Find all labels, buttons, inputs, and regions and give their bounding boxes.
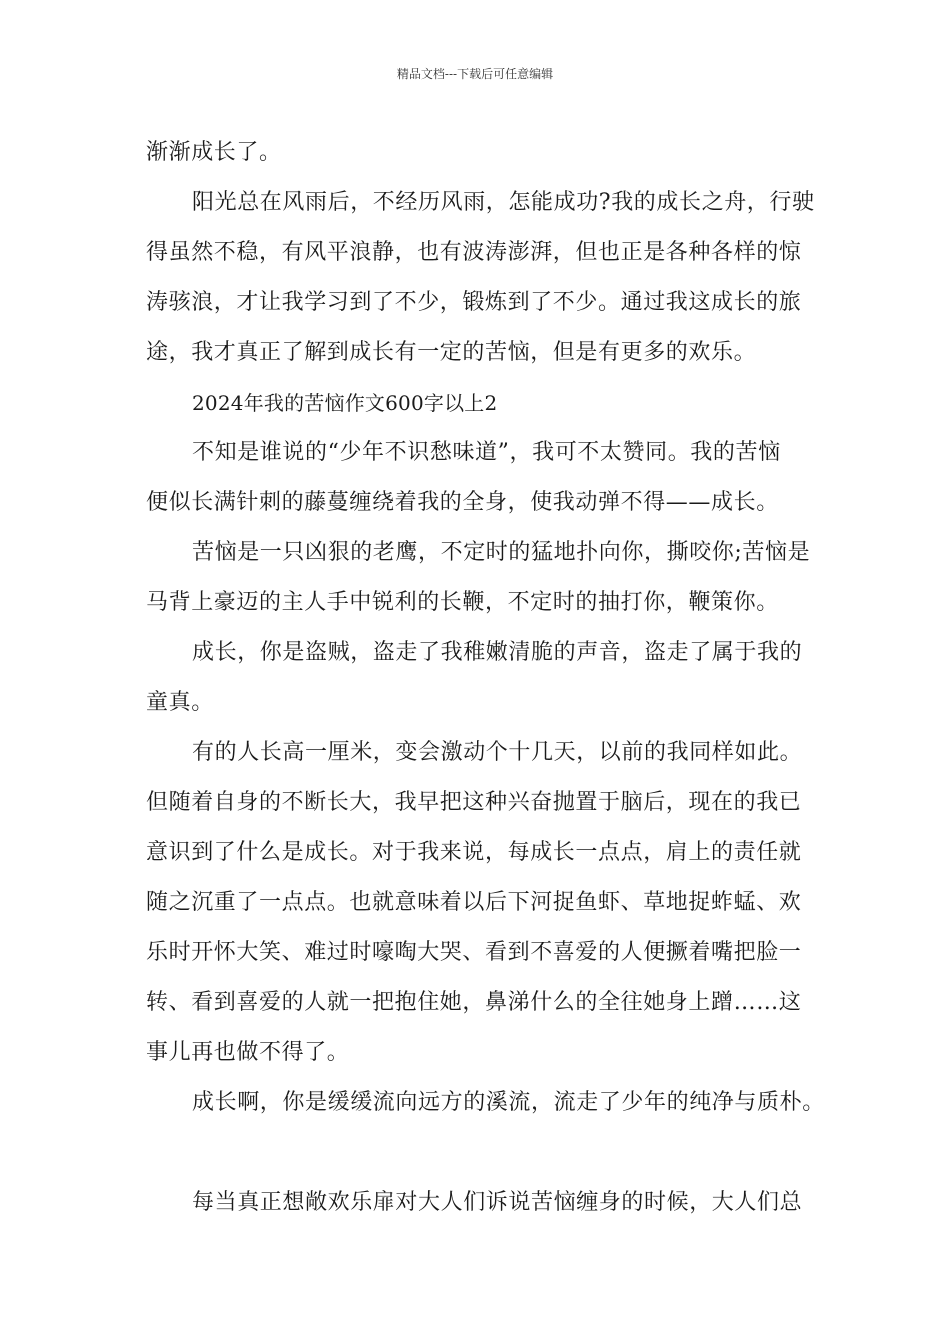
text-line: 阳光总在风雨后，不经历风雨，怎能成功?我的成长之舟，行驶 xyxy=(192,190,815,215)
paragraph xyxy=(146,428,811,528)
text-line: 但随着自身的不断长大，我早把这种兴奋抛置于脑后，现在的我已 xyxy=(146,790,802,815)
text-line: 意识到了什么是成长。对于我来说，每成长一点点，肩上的责任就 xyxy=(146,840,802,865)
paragraph-gap xyxy=(146,1128,811,1178)
paragraph xyxy=(146,1178,811,1228)
text-line: 马背上豪迈的主人手中锐利的长鞭，不定时的抽打你，鞭策你。 xyxy=(146,590,779,615)
paragraph xyxy=(146,128,811,178)
text-line: 不知是谁说的“少年不识愁味道”，我可不太赞同。我的苦恼 xyxy=(192,440,781,465)
paragraph xyxy=(146,728,811,1078)
text-line: 随之沉重了一点点。也就意味着以后下河捉鱼虾、草地捉蚱蜢、欢 xyxy=(146,890,802,915)
paragraph xyxy=(146,178,815,378)
paragraph xyxy=(146,628,811,728)
text-line: 每当真正想敞欢乐扉对大人们诉说苦恼缠身的时候，大人们总 xyxy=(192,1190,803,1215)
text-line: 乐时开怀大笑、难过时嚎啕大哭、看到不喜爱的人便撅着嘴把脸一 xyxy=(146,940,802,965)
text-line: 成长，你是盗贼，盗走了我稚嫩清脆的声音，盗走了属于我的 xyxy=(192,640,803,665)
text-line: 成长啊，你是缓缓流向远方的溪流，流走了少年的纯净与质朴。 xyxy=(192,1090,825,1115)
text-line: 转、看到喜爱的人就一把抱住她，鼻涕什么的全往她身上蹭……这 xyxy=(146,990,802,1015)
text-line: 途，我才真正了解到成长有一定的苦恼，但是有更多的欢乐。 xyxy=(146,340,757,365)
document-body xyxy=(146,128,825,1228)
text-line: 得虽然不稳，有风平浪静，也有波涛澎湃，但也正是各种各样的惊 xyxy=(146,240,802,265)
paragraph xyxy=(146,1078,825,1128)
page-header: 精品文档---下载后可任意编辑 xyxy=(396,67,554,81)
text-line: 涛骇浪，才让我学习到了不少，锻炼到了不少。通过我这成长的旅 xyxy=(146,290,802,315)
section-heading xyxy=(146,378,811,428)
text-line: 苦恼是一只凶狠的老鹰，不定时的猛地扑向你，撕咬你;苦恼是 xyxy=(192,540,811,565)
text-line: 事儿再也做不得了。 xyxy=(146,1040,350,1065)
text-line: 渐渐成长了。 xyxy=(146,140,282,165)
paragraph xyxy=(146,528,811,628)
text-line: 便似长满针刺的藤蔓缠绕着我的全身，使我动弹不得——成长。 xyxy=(146,490,779,515)
text-line: 有的人长高一厘米，变会激动个十几天，以前的我同样如此。 xyxy=(192,740,803,765)
text-line: 童真。 xyxy=(146,690,214,715)
heading-text: 2024年我的苦恼作文600字以上2 xyxy=(192,391,498,415)
